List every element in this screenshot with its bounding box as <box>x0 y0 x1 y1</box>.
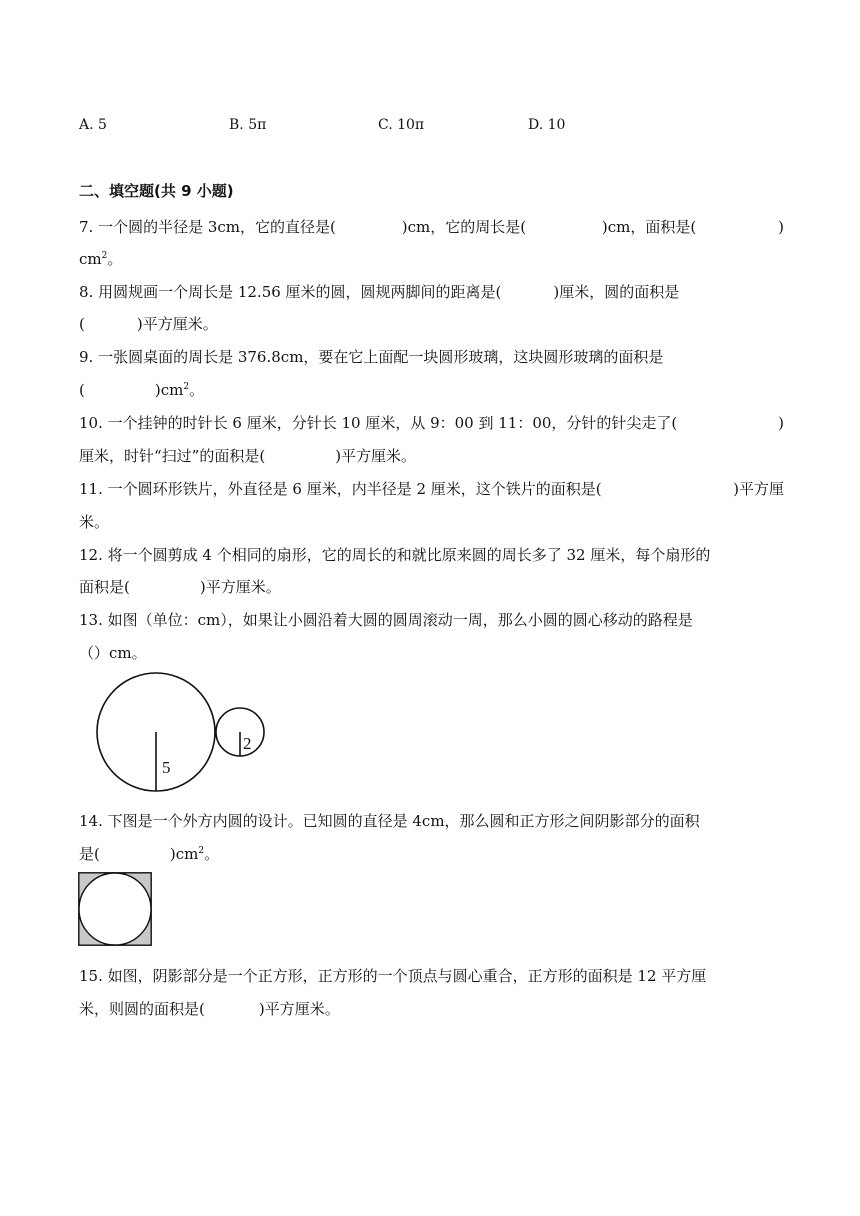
inner-circle <box>79 873 151 945</box>
answer-blank[interactable] <box>694 413 762 433</box>
question-7-line-1: 7. 一个圆的半径是 3cm，它的直径是( )cm，它的周长是( )cm，面积是( ) <box>79 218 784 236</box>
two-circles-figure <box>90 672 270 797</box>
question-10-line-1: 10. 一个挂钟的时针长 6 厘米，分针长 10 厘米，从 9：00 到 11：00，分针的针尖走了( ) <box>79 414 784 432</box>
question-15-line-2: 米，则圆的面积是( )平方厘米。 <box>79 1000 340 1018</box>
question-9-line-2: ( )$cm^2$。 <box>79 381 205 399</box>
option-c[interactable]: C. 10π <box>378 117 425 133</box>
question-14-line-2: 是( )$cm^2$。 <box>79 845 220 863</box>
question-9-line-1: 9. 一张圆桌面的周长是 376.8cm，要在它上面配一块圆形玻璃，这块圆形玻璃的面积是 <box>79 348 664 366</box>
question-11-line-1: 11. 一个圆环形铁片，外直径是 6 厘米，内半径是 2 厘米，这个铁片的面积是( )平方厘 <box>79 480 784 498</box>
option-a[interactable]: A. 5 <box>79 117 107 133</box>
question-10-line-2: 厘米，时针“扫过”的面积是( )平方厘米。 <box>79 447 417 465</box>
question-13-line-1: 13. 如图（单位：cm），如果让小圆沿着大圆的圆周滚动一周，那么小圆的圆心移动的路程是 <box>79 611 693 629</box>
question-12-line-1: 12. 将一个圆剪成 4 个相同的扇形，它的周长的和就比原来圆的周长多了 32 厘米，每个扇形的 <box>79 546 711 564</box>
question-12-line-2: 面积是( )平方厘米。 <box>79 578 281 596</box>
question-14-line-1: 14. 下图是一个外方内圆的设计。已知圆的直径是 4cm，那么圆和正方形之间阴影部分的面积 <box>79 812 700 830</box>
small-radius-label: 2 <box>243 734 252 753</box>
answer-blank[interactable] <box>642 479 692 499</box>
section-title: 二、填空题(共 9 小题) <box>79 182 234 200</box>
option-d[interactable]: D. 10 <box>528 117 566 133</box>
answer-blank[interactable] <box>536 217 592 237</box>
question-11-line-2: 米。 <box>79 513 110 531</box>
answer-blank[interactable] <box>346 217 392 237</box>
option-b[interactable]: B. 5π <box>229 117 267 133</box>
square-circle-figure <box>78 872 152 946</box>
question-8-line-1: 8. 用圆规画一个周长是 12.56 厘米的圆，圆规两脚间的距离是( )厘米，圆的面积是 <box>79 283 680 301</box>
question-7-line-2: $cm^2$。 <box>79 250 123 268</box>
big-radius-label: 5 <box>162 758 171 777</box>
question-8-line-2: ( )平方厘米。 <box>79 315 218 333</box>
question-15-line-1: 15. 如图，阴影部分是一个正方形，正方形的一个顶点与圆心重合，正方形的面积是 12 平方厘 <box>79 967 707 985</box>
answer-blank[interactable] <box>706 217 768 237</box>
question-13-line-2: （）cm。 <box>79 644 147 662</box>
